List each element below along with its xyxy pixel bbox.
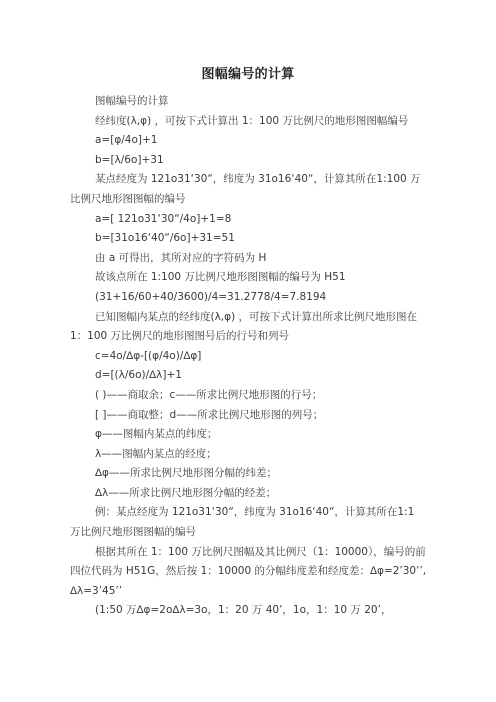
- document-body: [70, 92, 428, 621]
- paragraph: 故该点所在 1:100 万比例尺地形图图幅的编号为 H51: [95, 271, 346, 284]
- definition-line: [ ]——商取整；d——所求比例尺地形图的列号；: [95, 408, 324, 421]
- definition-line: ∆φ——所求比例尺地形图分幅的纬差；: [95, 467, 277, 480]
- definition-line: φ——图幅内某点的纬度；: [95, 428, 218, 441]
- paragraph: 由 a 可得出，其所对应的字符码为 H: [95, 251, 267, 264]
- paragraph: 根据其所在 1：100 万比例尺图幅及其比例尺（1：10000），编号的前四位代码为 H51G，然后按 1：10000 的分幅纬度差和经度差：∆φ=2’30’’,∆λ=3’45’’: [70, 545, 427, 597]
- document-title: 图幅编号的计算: [201, 67, 295, 82]
- paragraph: 例：某点经度为 121o31‘30“，纬度为 31o16‘40“，计算其所在1:1 万比例尺地形图图幅的编号: [70, 506, 415, 539]
- definition-line: ( )——商取余；c——所求比例尺地形图的行号；: [95, 388, 323, 401]
- definition-line: ∆λ——所求比例尺地形图分幅的经差；: [95, 486, 277, 499]
- formula-line: b=[31o16‘40“/6o]+31=51: [95, 232, 235, 245]
- formula-line: b=[λ/6o]+31: [95, 153, 164, 166]
- formula-line: d=[(λ/6o)/∆λ]+1: [95, 369, 182, 382]
- paragraph: 已知图幅内某点的经纬度(λ,φ) ，可按下式计算出所求比例尺地形图在 1：100 万比例尺的地形图图号后的行号和列号: [70, 310, 418, 343]
- formula-line: a=[ 121o31‘30“/4o]+1=8: [95, 212, 232, 225]
- paragraph: (1:50 万∆φ=2o∆λ=3o，1：20 万 40’，1o，1：10 万 20’，: [95, 604, 392, 617]
- formula-line: (31+16/60+40/3600)/4=31.2778/4=7.8194: [95, 290, 327, 303]
- definition-line: λ——图幅内某点的经度；: [95, 447, 217, 460]
- formula-line: c=4o/∆φ-[(φ/4o)/∆φ]: [95, 349, 202, 362]
- formula-line: a=[φ/4o]+1: [95, 134, 158, 147]
- paragraph: 经纬度(λ,φ) ，可按下式计算出 1：100 万比例尺的地形图图幅编号: [95, 114, 409, 127]
- paragraph: 某点经度为 121o31‘30“，纬度为 31o16‘40“，计算其所在1:100 万比例尺地形图图幅的编号: [70, 173, 421, 205]
- paragraph: 图幅编号的计算: [95, 95, 169, 107]
